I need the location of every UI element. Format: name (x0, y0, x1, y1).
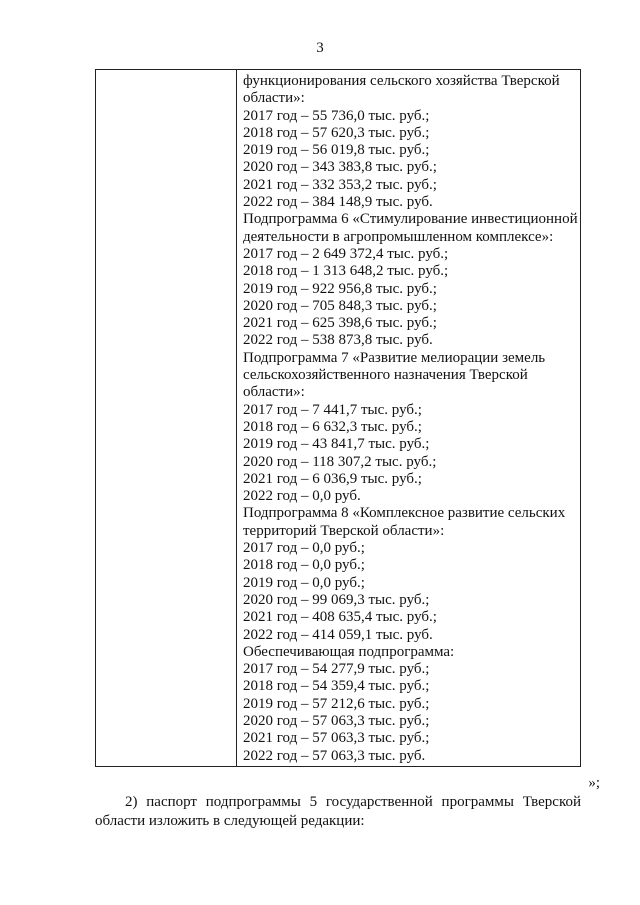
table-line: 2021 год – 57 063,3 тыс. руб.; (243, 730, 430, 747)
table-line: 2018 год – 57 620,3 тыс. руб.; (243, 124, 430, 141)
table-line: 2022 год – 538 873,8 тыс. руб. (243, 332, 433, 349)
table-line: 2017 год – 55 736,0 тыс. руб.; (243, 107, 430, 124)
table-line: 2019 год – 43 841,7 тыс. руб.; (243, 436, 430, 453)
table-line: 2021 год – 332 353,2 тыс. руб.; (243, 176, 437, 193)
table-line: Обеспечивающая подпрограмма: (243, 643, 455, 660)
table-left-cell (96, 70, 237, 766)
table-line: 2021 год – 408 635,4 тыс. руб.; (243, 609, 437, 626)
closing-quote: »; (588, 775, 600, 791)
table-line: 2019 год – 922 956,8 тыс. руб.; (243, 280, 437, 297)
table-line: 2018 год – 54 359,4 тыс. руб.; (243, 678, 430, 695)
table-line: 2019 год – 56 019,8 тыс. руб.; (243, 142, 430, 159)
table-line: сельскохозяйственного назначения Тверской (243, 367, 528, 384)
table-line: 2020 год – 118 307,2 тыс. руб.; (243, 453, 437, 470)
table-line: 2020 год – 343 383,8 тыс. руб.; (243, 159, 437, 176)
table-line: 2022 год – 414 059,1 тыс. руб. (243, 626, 433, 643)
table-line: 2018 год – 6 632,3 тыс. руб.; (243, 418, 422, 435)
table-line: 2017 год – 7 441,7 тыс. руб.; (243, 401, 422, 418)
table-line: 2022 год – 57 063,3 тыс. руб. (243, 747, 426, 764)
table-line: функционирования сельского хозяйства Тверской (243, 73, 560, 89)
paragraph-line-2: области изложить в следующей редакции: (95, 813, 365, 829)
table-line: 2020 год – 99 069,3 тыс. руб.; (243, 591, 430, 608)
table-line: 2017 год – 2 649 372,4 тыс. руб.; (243, 245, 449, 262)
amendment-paragraph (95, 793, 581, 831)
table-line: области»: (243, 384, 305, 401)
table-line: 2018 год – 0,0 руб.; (243, 557, 365, 574)
table-line: 2019 год – 57 212,6 тыс. руб.; (243, 695, 430, 712)
table-line: 2020 год – 57 063,3 тыс. руб.; (243, 712, 430, 729)
table-line: 2022 год – 384 148,9 тыс. руб. (243, 194, 433, 211)
table-line: 2020 год – 705 848,3 тыс. руб.; (243, 297, 437, 314)
table-line: Подпрограмма 7 «Развитие мелиорации земель (243, 349, 546, 366)
passport-table (95, 69, 581, 767)
table-line: области»: (243, 90, 305, 107)
table-line: 2019 год – 0,0 руб.; (243, 574, 365, 591)
table-line: Подпрограмма 6 «Стимулирование инвестиционной (243, 211, 578, 228)
table-line: Подпрограмма 8 «Комплексное развитие сельских (243, 505, 566, 522)
table-line: 2021 год – 6 036,9 тыс. руб.; (243, 470, 422, 487)
paragraph-line-1: 2) паспорт подпрограммы 5 государственной программы Тверской (125, 794, 581, 810)
table-right-cell (237, 70, 580, 766)
table-line: 2017 год – 0,0 руб.; (243, 540, 365, 557)
table-line: 2021 год – 625 398,6 тыс. руб.; (243, 315, 437, 332)
table-line: 2018 год – 1 313 648,2 тыс. руб.; (243, 263, 449, 280)
table-line: 2017 год – 54 277,9 тыс. руб.; (243, 661, 430, 678)
page-number: 3 (316, 40, 324, 56)
table-line: деятельности в агропромышленном комплексе»: (243, 228, 554, 245)
table-line: 2022 год – 0,0 руб. (243, 488, 361, 505)
table-line: территорий Тверской области»: (243, 522, 445, 539)
